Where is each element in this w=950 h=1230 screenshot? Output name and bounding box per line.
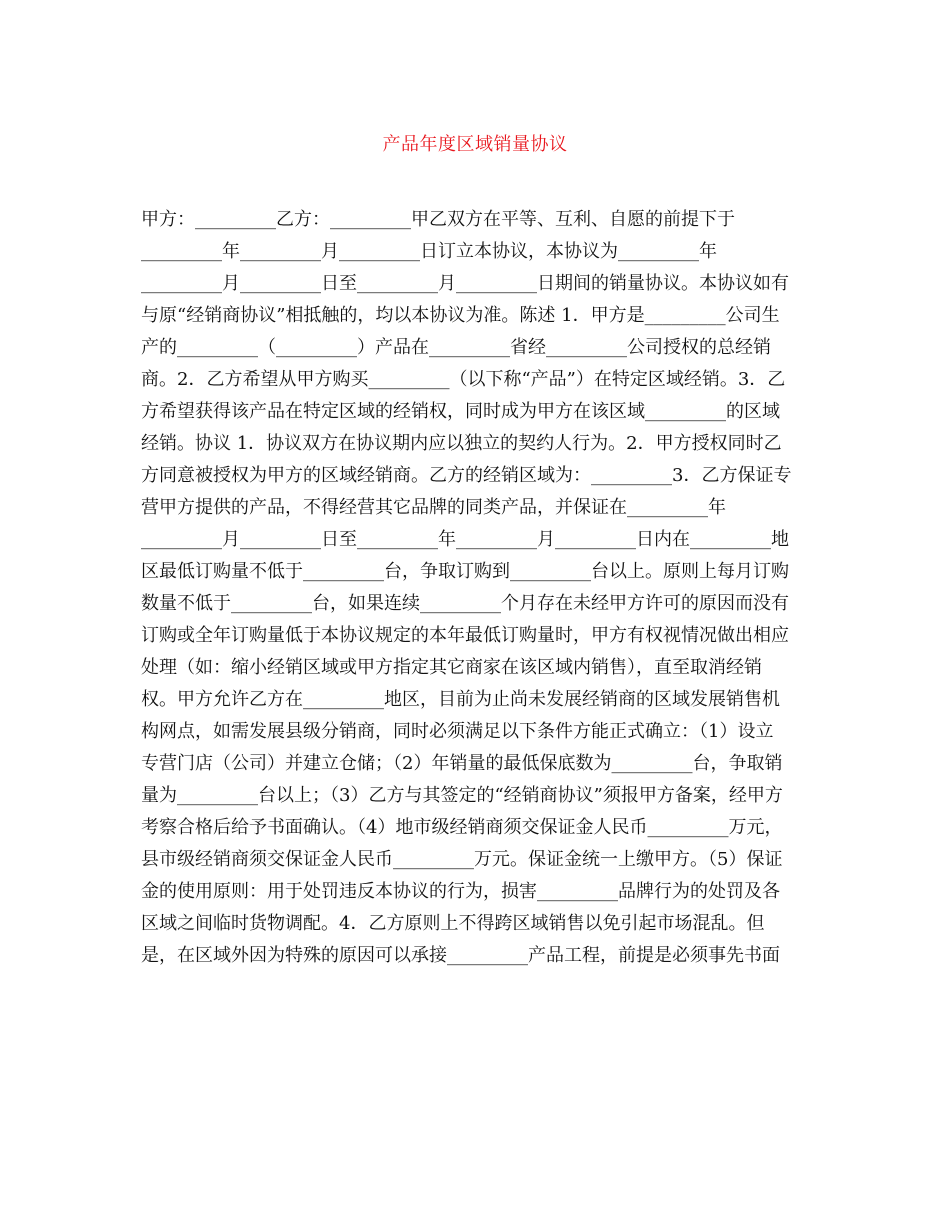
body-line: 产的_________（_________）产品在_________省经_________公司授权的总经销: [141, 337, 771, 358]
body-line: _________月_________日至_________年_________月_________日内在_________地: [141, 529, 789, 550]
body-line: 县市级经销商须交保证金人民币_________万元。保证金统一上缴甲方。（5）保证: [141, 849, 783, 870]
body-line: 考察合格后给予书面确认。（4）地市级经销商须交保证金人民币_________万元，: [141, 817, 783, 838]
body-line: 经销。协议 1．协议双方在协议期内应以独立的契约人行为。2．甲方授权同时乙: [141, 433, 782, 454]
body-line: _________年_________月_________日订立本协议，本协议为_________年: [141, 241, 717, 262]
body-line: 量为_________台以上；（3）乙方与其签定的“经销商协议”须报甲方备案，经甲方: [141, 785, 783, 806]
body-line: 专营门店（公司）并建立仓储；（2）年销量的最低保底数为_________台，争取销: [141, 753, 783, 774]
body-line: 方同意被授权为甲方的区域经销商。乙方的经销区域为：_________3．乙方保证专: [141, 465, 792, 486]
body-line: _________月_________日至_________月_________日期间的销量协议。本协议如有: [141, 273, 789, 294]
body-line: 是，在区域外因为特殊的原因可以承接_________产品工程，前提是必须事先书面: [141, 945, 780, 966]
document-title: 产品年度区域销量协议: [382, 134, 568, 155]
body-line: 方希望获得该产品在特定区域的经销权，同时成为甲方在该区域_________的区域: [141, 401, 780, 422]
body-line: 商。2．乙方希望从甲方购买_________（以下称“产品”）在特定区域经销。3．乙: [141, 369, 786, 390]
body-line: 构网点，如需发展县级分销商，同时必须满足以下条件方能正式确立：（1）设立: [141, 721, 774, 742]
body-line: 甲方：_________乙方：_________甲乙双方在平等、互利、自愿的前提下于: [141, 209, 735, 230]
body-line: 区最低订购量不低于_________台，争取订购到_________台以上。原则上每月订购: [141, 561, 789, 582]
body-line: 数量不低于_________台，如果连续_________个月存在未经甲方许可的原因而没有: [141, 593, 789, 614]
body-line: 订购或全年订购量低于本协议规定的本年最低订购量时，甲方有权视情况做出相应: [141, 625, 789, 646]
body-line: 金的使用原则：用于处罚违反本协议的行为，损害_________品牌行为的处罚及各: [141, 881, 780, 902]
body-line: 营甲方提供的产品，不得经营其它品牌的同类产品，并保证在_________年: [141, 497, 726, 518]
body-line: 处理（如：缩小经销区域或甲方指定其它商家在该区域内销售），直至取消经销: [141, 657, 762, 678]
document-body: [141, 204, 816, 972]
body-line: 权。甲方允许乙方在_________地区，目前为止尚未发展经销商的区域发展销售机: [141, 689, 780, 710]
body-line: 区域之间临时货物调配。4．乙方原则上不得跨区域销售以免引起市场混乱。但: [141, 913, 765, 934]
body-line: 与原“经销商协议”相抵触的，均以本协议为准。陈述 1．甲方是_________公司生: [141, 305, 780, 326]
